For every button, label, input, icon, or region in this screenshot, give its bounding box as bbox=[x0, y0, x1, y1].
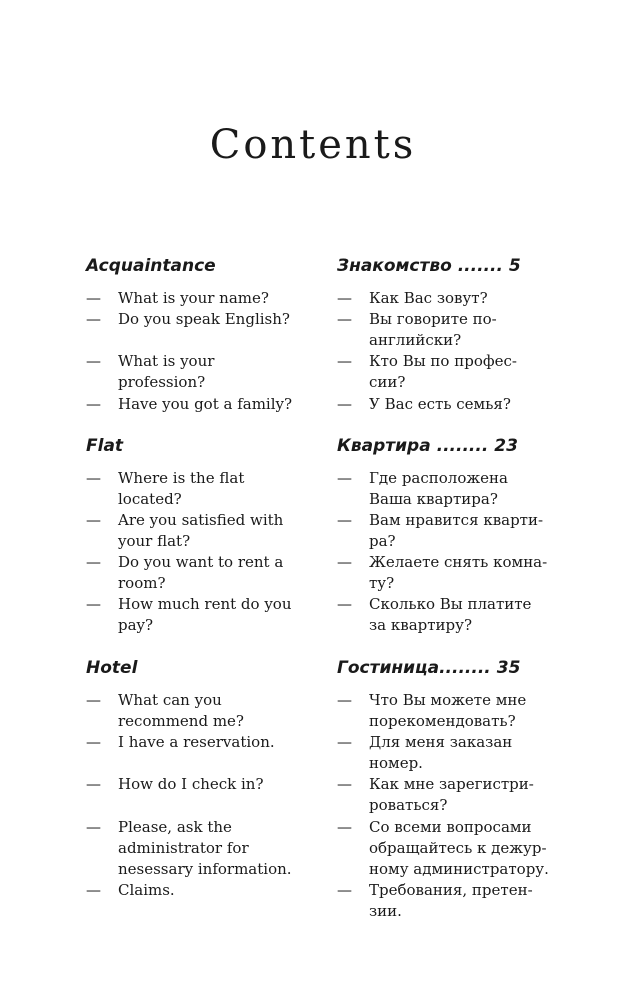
item-text: Please, ask the administrator for nesessary information. bbox=[118, 818, 292, 878]
list-item bbox=[337, 817, 577, 880]
item-text: Как Вас зовут? bbox=[369, 289, 488, 307]
list-item bbox=[337, 288, 577, 309]
dash: — bbox=[337, 352, 352, 370]
dash: — bbox=[86, 289, 101, 307]
item-text: Where is the flat located? bbox=[118, 469, 245, 508]
list-item bbox=[86, 351, 316, 393]
dash: — bbox=[86, 469, 101, 487]
item-text: Are you satisfied with your flat? bbox=[118, 511, 284, 550]
item-text: Где расположена Ваша квартира? bbox=[369, 469, 508, 508]
list-item bbox=[86, 690, 316, 732]
dash: — bbox=[337, 733, 352, 751]
list-item bbox=[86, 510, 316, 552]
section-heading bbox=[337, 657, 577, 679]
list-item bbox=[86, 817, 316, 880]
dash: — bbox=[337, 469, 352, 487]
item-text: Требования, претен- зии. bbox=[369, 881, 533, 920]
list-item bbox=[337, 394, 577, 415]
dash: — bbox=[86, 881, 101, 899]
page-title: Contents bbox=[209, 122, 417, 168]
page-number: 5 bbox=[508, 256, 521, 276]
section-heading bbox=[337, 435, 577, 457]
list-item bbox=[86, 594, 316, 636]
section-acquaintance-en bbox=[86, 255, 316, 413]
dash: — bbox=[337, 775, 352, 793]
section-title: Квартира ........ bbox=[337, 436, 489, 456]
section-title: Знакомство ....... bbox=[337, 256, 503, 276]
item-text: Для меня заказан номер. bbox=[369, 733, 513, 772]
dash: — bbox=[86, 595, 101, 613]
list-item bbox=[86, 552, 316, 594]
section-heading: Hotel bbox=[86, 658, 138, 678]
section-flat-en bbox=[86, 435, 316, 634]
list-item bbox=[337, 732, 577, 774]
dash: — bbox=[337, 881, 352, 899]
list-item bbox=[337, 351, 577, 393]
list-item bbox=[337, 774, 577, 816]
item-text: Желаете снять комна- ту? bbox=[369, 553, 548, 592]
list-item bbox=[86, 774, 316, 795]
dash: — bbox=[337, 818, 352, 836]
dash: — bbox=[86, 511, 101, 529]
item-text: How do I check in? bbox=[118, 775, 264, 793]
list-item bbox=[86, 288, 316, 309]
section-flat-ru bbox=[337, 435, 577, 634]
item-text: Claims. bbox=[118, 881, 175, 899]
item-text: Кто Вы по профес- сии? bbox=[369, 352, 517, 391]
list-item bbox=[337, 690, 577, 732]
dash: — bbox=[337, 553, 352, 571]
page-number: 23 bbox=[494, 436, 518, 456]
item-text: Вы говорите по- английски? bbox=[369, 310, 497, 349]
section-title: Гостиница........ bbox=[337, 658, 491, 678]
list-item bbox=[337, 594, 577, 636]
section-acquaintance-ru bbox=[337, 255, 577, 413]
list-item bbox=[337, 468, 577, 510]
item-text: У Вас есть семья? bbox=[369, 395, 511, 413]
dash: — bbox=[86, 818, 101, 836]
list-item bbox=[86, 309, 316, 330]
item-text: Do you speak English? bbox=[118, 310, 290, 328]
list-item bbox=[337, 880, 577, 922]
item-text: What is your profession? bbox=[118, 352, 215, 391]
list-item bbox=[337, 552, 577, 594]
item-text: Have you got a family? bbox=[118, 395, 293, 413]
dash: — bbox=[337, 289, 352, 307]
dash: — bbox=[86, 553, 101, 571]
item-text: What can you recommend me? bbox=[118, 691, 244, 730]
dash: — bbox=[86, 775, 101, 793]
dash: — bbox=[86, 395, 101, 413]
list-item bbox=[337, 309, 577, 351]
list-item bbox=[86, 394, 316, 415]
section-heading bbox=[337, 255, 577, 277]
item-text: What is your name? bbox=[118, 289, 269, 307]
dash: — bbox=[337, 395, 352, 413]
dash: — bbox=[86, 733, 101, 751]
dash: — bbox=[337, 691, 352, 709]
item-text: Со всеми вопросами обращайтесь к дежур- ному администратору. bbox=[369, 818, 549, 878]
item-text: Do you want to rent a room? bbox=[118, 553, 284, 592]
page-number: 35 bbox=[496, 658, 521, 678]
dash: — bbox=[337, 310, 352, 328]
section-hotel-en bbox=[86, 657, 316, 899]
item-text: Что Вы можете мне порекомендовать? bbox=[369, 691, 527, 730]
list-item bbox=[86, 468, 316, 510]
dash: — bbox=[337, 511, 352, 529]
item-text: How much rent do you pay? bbox=[118, 595, 292, 634]
list-item bbox=[86, 732, 316, 753]
list-item bbox=[337, 510, 577, 552]
item-text: I have a reservation. bbox=[118, 733, 275, 751]
dash: — bbox=[86, 310, 101, 328]
section-heading: Acquaintance bbox=[86, 256, 216, 276]
dash: — bbox=[86, 691, 101, 709]
item-text: Вам нравится кварти- ра? bbox=[369, 511, 544, 550]
section-heading: Flat bbox=[86, 436, 124, 456]
dash: — bbox=[337, 595, 352, 613]
list-item bbox=[86, 880, 316, 901]
item-text: Сколько Вы платите за квартиру? bbox=[369, 595, 532, 634]
dash: — bbox=[86, 352, 101, 370]
item-text: Как мне зарегистри- роваться? bbox=[369, 775, 534, 814]
section-hotel-ru bbox=[337, 657, 577, 920]
